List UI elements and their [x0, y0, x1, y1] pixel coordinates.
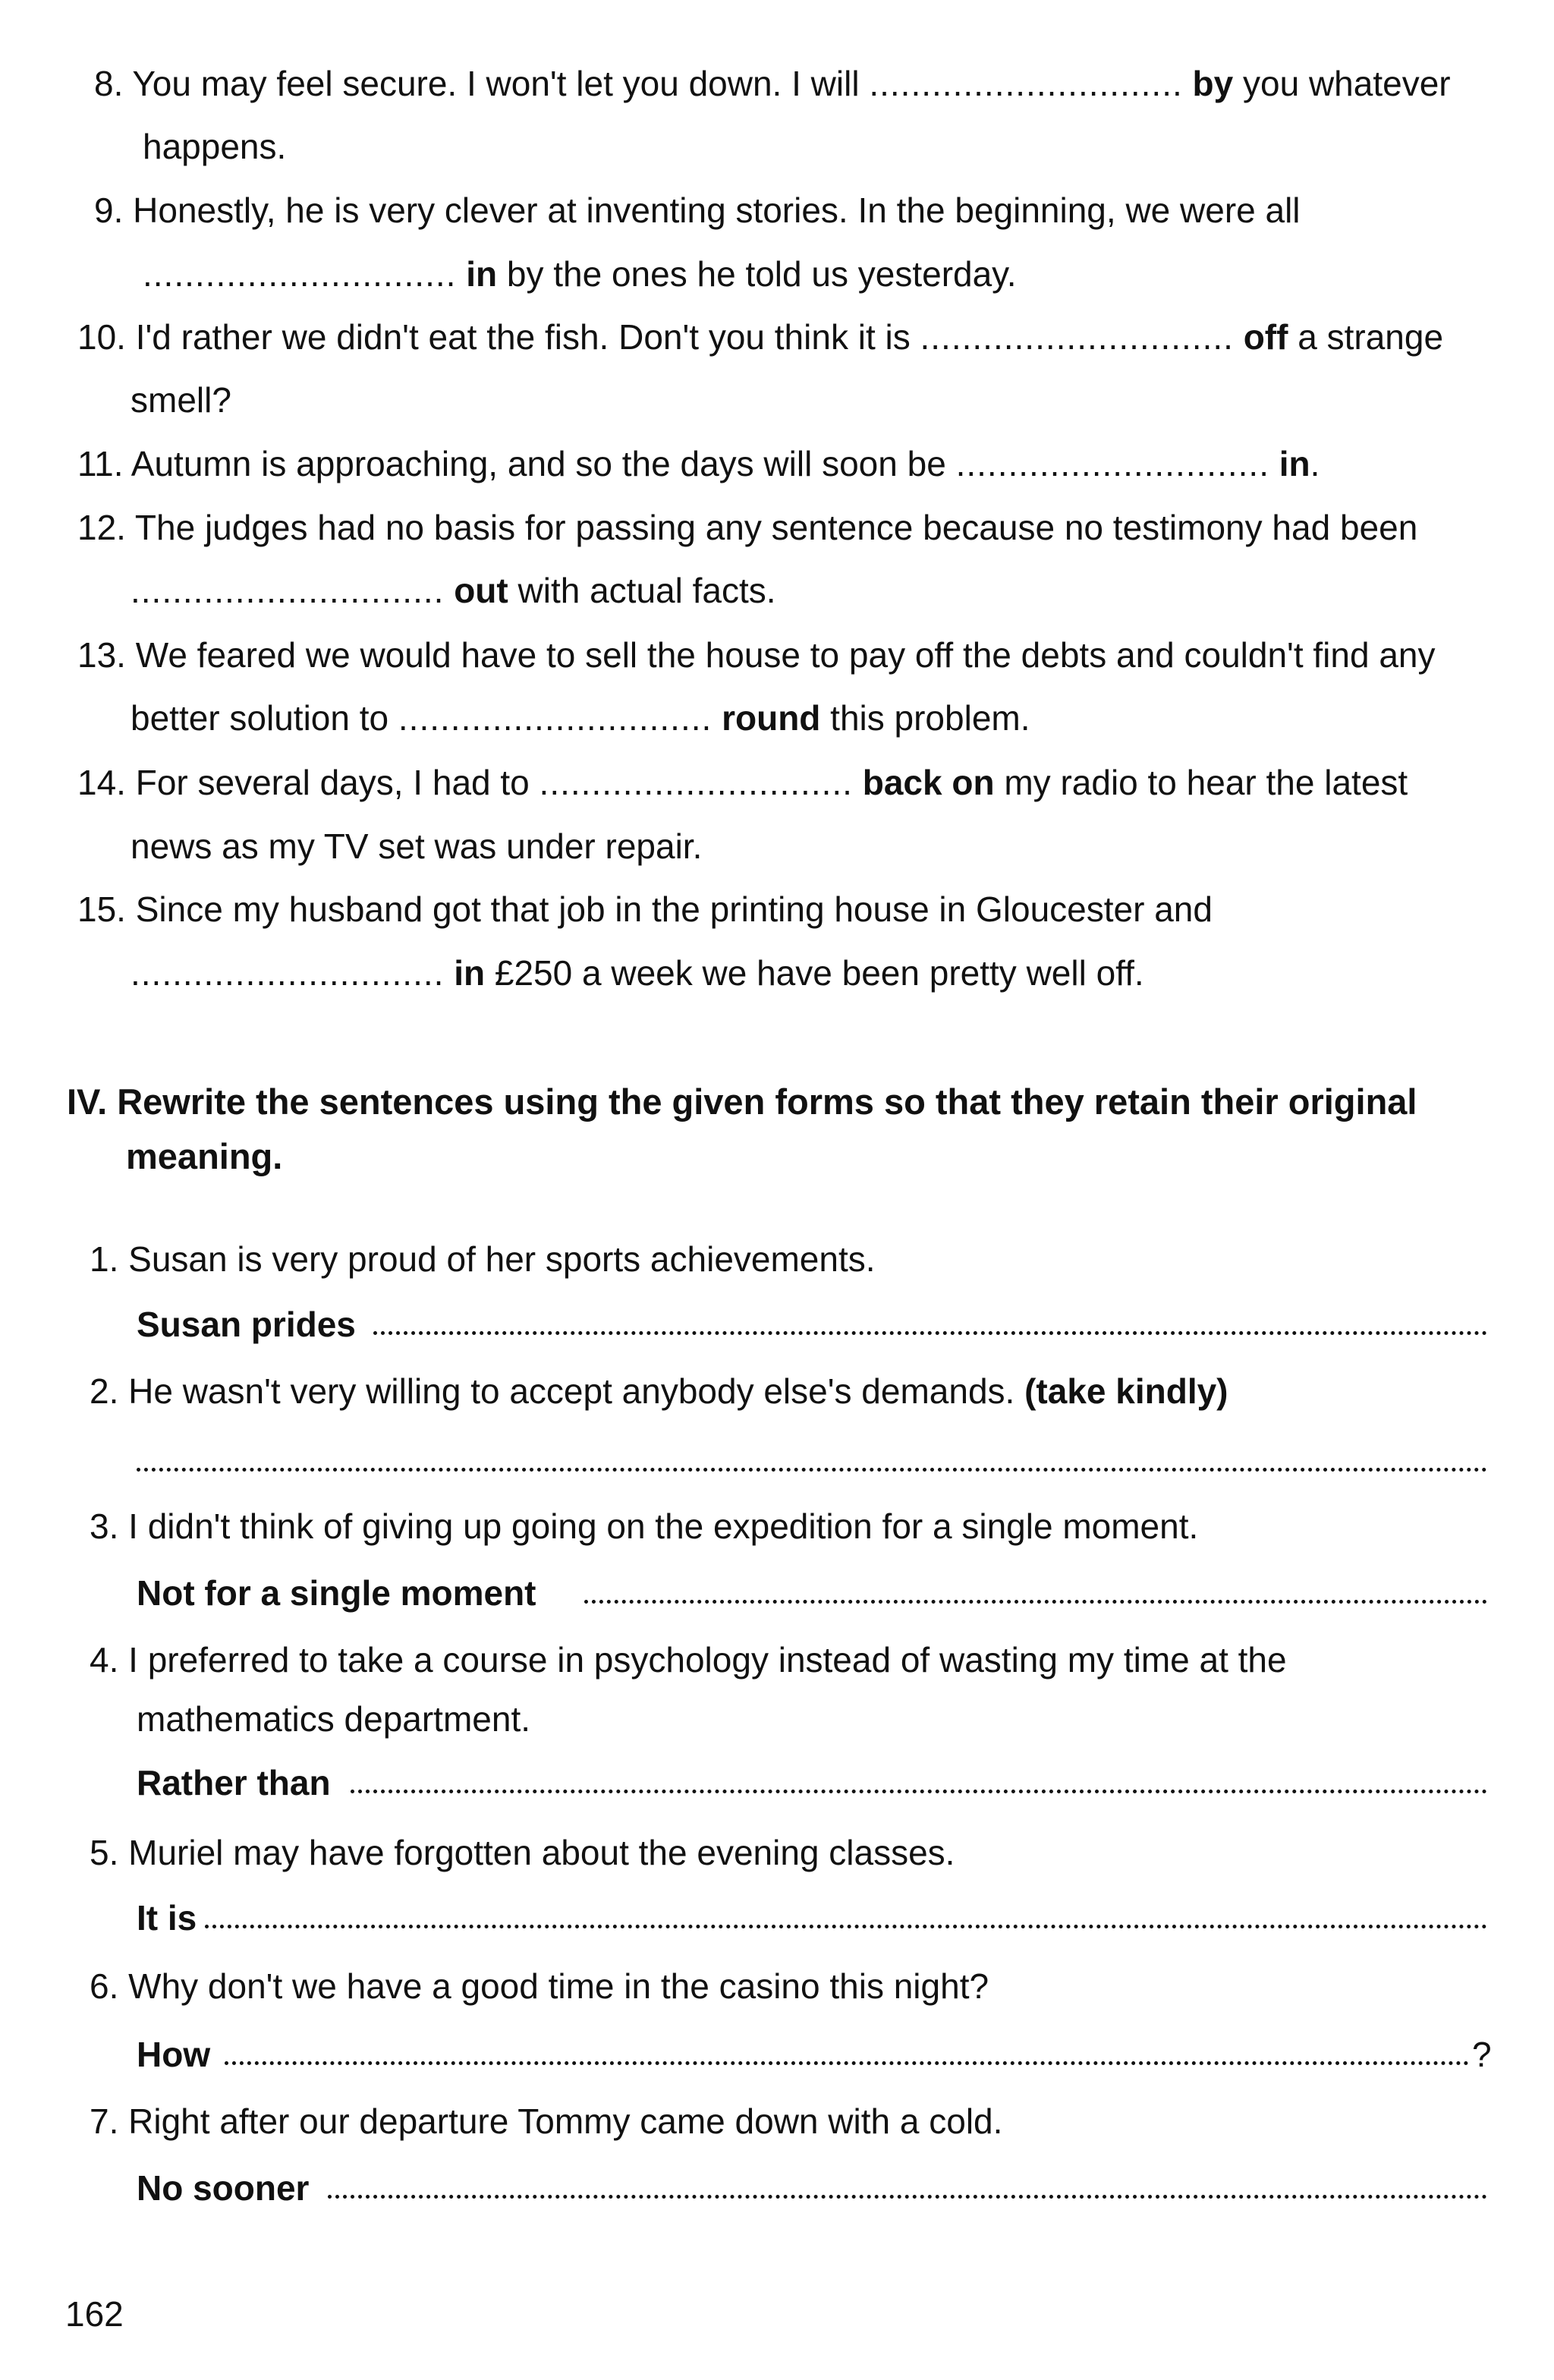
hint: (take kindly): [1024, 1371, 1228, 1411]
item-number: 5.: [90, 1833, 119, 1872]
item-number: 3.: [90, 1506, 119, 1546]
item-number: 1.: [90, 1239, 119, 1279]
item-10: [77, 317, 1444, 357]
item-14: [77, 765, 1408, 800]
item-number: 9.: [94, 190, 124, 230]
item-number: 10.: [77, 317, 126, 357]
item-number: 4.: [90, 1640, 119, 1680]
item-9-line-2: [143, 254, 1017, 294]
answer-starter: [137, 1307, 356, 1342]
punctuation: .: [1310, 444, 1320, 483]
particle: by: [1192, 64, 1234, 103]
item-15: [77, 889, 1213, 929]
answer-line[interactable]: [351, 1790, 1487, 1793]
item-7: [90, 2101, 1003, 2141]
answer-starter: [137, 1765, 331, 1800]
item-text: For several days, I had to: [135, 763, 530, 802]
particle: in: [466, 254, 498, 294]
item-13: [77, 635, 1436, 675]
item-8: [94, 66, 1451, 101]
answer-line[interactable]: [137, 1468, 1487, 1472]
answer-line[interactable]: [225, 2061, 1469, 2065]
answer-starter: [137, 2168, 310, 2208]
particle: off: [1243, 317, 1288, 357]
blank: ..............................: [131, 953, 445, 993]
item-3: [90, 1506, 1199, 1546]
item-number: 7.: [90, 2101, 119, 2141]
item-4: [90, 1640, 1287, 1680]
answer-starter: [137, 1573, 536, 1613]
item-text: I'd rather we didn't eat the fish. Don't you think it is: [135, 317, 911, 357]
blank: ..............................: [955, 444, 1269, 483]
starter-text: No sooner: [137, 2168, 310, 2208]
section-number: IV.: [67, 1081, 108, 1122]
item-text: by the ones he told us yesterday.: [506, 254, 1017, 294]
item-number: 15.: [77, 889, 126, 929]
starter-text: Rather than: [137, 1763, 331, 1802]
blank: ..............................: [920, 317, 1234, 357]
item-number: 12.: [77, 508, 126, 547]
item-text: a strange: [1298, 317, 1444, 357]
item-9: [94, 190, 1301, 230]
answer-line[interactable]: [205, 1925, 1487, 1928]
section-heading: [67, 1081, 1417, 1122]
section-instruction: Rewrite the sentences using the given forms so that they retain their original: [117, 1081, 1417, 1122]
item-1: [90, 1239, 876, 1279]
particle: round: [722, 698, 821, 738]
answer-line[interactable]: [373, 1331, 1487, 1335]
item-number: 8.: [94, 64, 124, 103]
particle: in: [454, 953, 486, 993]
item-text-continued: smell?: [131, 380, 231, 420]
item-text: We feared we would have to sell the house to pay off the debts and couldn't find any: [135, 635, 1436, 675]
item-number: 11.: [77, 444, 124, 483]
item-text: I preferred to take a course in psychology instead of wasting my time at the: [128, 1640, 1287, 1680]
item-text: Susan is very proud of her sports achievements.: [128, 1239, 876, 1279]
answer-line[interactable]: [328, 2195, 1487, 2199]
answer-starter: [137, 1898, 197, 1938]
item-text: Since my husband got that job in the printing house in Gloucester and: [135, 889, 1213, 929]
item-text-continued: news as my TV set was under repair.: [131, 826, 703, 866]
item-text: Autumn is approaching, and so the days will soon be: [131, 444, 946, 483]
item-text: with actual facts.: [517, 571, 776, 610]
section-instruction-continued: meaning.: [126, 1136, 283, 1176]
starter-text: How: [137, 2035, 211, 2074]
item-12: [77, 510, 1417, 545]
item-text: £250 a week we have been pretty well off.: [494, 953, 1144, 993]
item-15-line-2: [131, 953, 1144, 993]
item-text: my radio to hear the latest: [1004, 763, 1408, 802]
item-text: Honestly, he is very clever at inventing stories. In the beginning, we were all: [133, 190, 1301, 230]
blank: ..............................: [539, 763, 853, 802]
item-13-line-2: [131, 698, 1030, 738]
item-text: I didn't think of giving up going on the expedition for a single moment.: [128, 1506, 1199, 1546]
item-text: this problem.: [830, 698, 1030, 738]
item-text: Muriel may have forgotten about the evening classes.: [128, 1833, 955, 1872]
starter-text: Susan prides: [137, 1305, 356, 1344]
item-text-continued: mathematics department.: [137, 1699, 531, 1739]
item-text: Right after our departure Tommy came down with a cold.: [128, 2101, 1003, 2141]
blank: ..............................: [131, 571, 445, 610]
starter-text: It is: [137, 1898, 197, 1938]
item-6: [90, 1966, 989, 2006]
blank: ..............................: [869, 64, 1183, 103]
question-mark: ?: [1472, 2035, 1492, 2074]
blank: ..............................: [398, 698, 713, 738]
item-text-continued: happens.: [143, 127, 287, 166]
item-text: He wasn't very willing to accept anybody else's demands.: [128, 1371, 1015, 1411]
item-2: [90, 1371, 1228, 1411]
particle: in: [1279, 444, 1310, 483]
item-12-line-2: [131, 573, 776, 608]
item-text: The judges had no basis for passing any sentence because no testimony had been: [134, 508, 1418, 547]
blank: ..............................: [143, 254, 457, 294]
item-number: 6.: [90, 1966, 119, 2006]
item-5: [90, 1835, 955, 1870]
item-11: [77, 446, 1320, 481]
item-text: better solution to: [131, 698, 389, 738]
page-number: 162: [65, 2294, 124, 2334]
item-text: you whatever: [1243, 64, 1451, 103]
starter-text: Not for a single moment: [137, 1573, 536, 1613]
particle: out: [454, 571, 508, 610]
item-text: You may feel secure. I won't let you down. I will: [132, 64, 860, 103]
item-number: 13.: [77, 635, 126, 675]
answer-starter: [137, 2037, 210, 2072]
item-number: 2.: [90, 1371, 119, 1411]
answer-line[interactable]: [584, 1600, 1487, 1604]
particle: back on: [862, 763, 995, 802]
item-number: 14.: [77, 763, 126, 802]
item-text: Why don't we have a good time in the casino this night?: [128, 1966, 989, 2006]
